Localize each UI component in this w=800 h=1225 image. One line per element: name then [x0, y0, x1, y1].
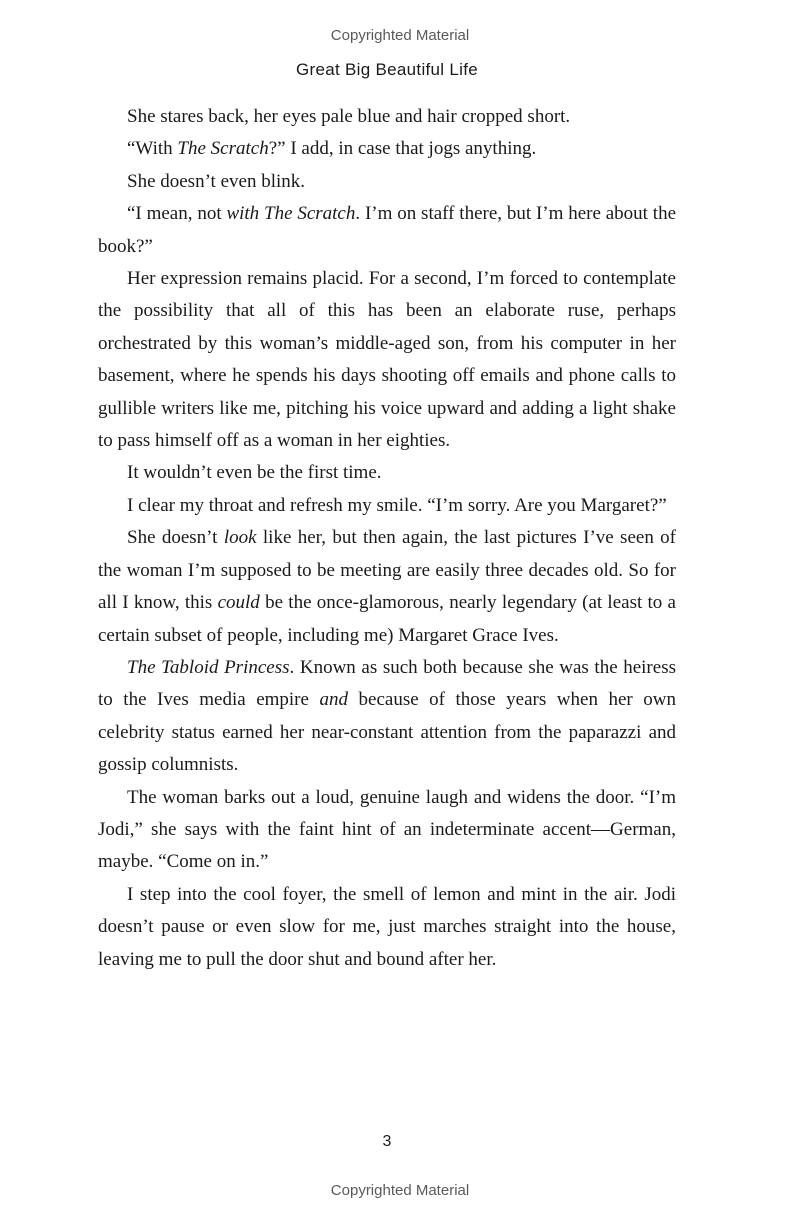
page-number: 3 [382, 1133, 392, 1150]
text-run: She doesn’t [127, 527, 224, 549]
paragraph [98, 652, 676, 782]
text-run: She doesn’t even blink. [127, 170, 306, 192]
italic-text: with The Scratch [226, 203, 356, 225]
text-run: be the once-glamorous, nearly legendary (at least to a certain subset of people, including me) Margaret Grace Ives. [98, 592, 676, 646]
italic-text: and [319, 689, 348, 711]
text-run: It wouldn’t even be the first time. [127, 462, 382, 484]
text-run: “With [127, 138, 178, 160]
copyright-notice-top: Copyrighted Material [330, 27, 470, 44]
paragraph [98, 490, 676, 522]
paragraph [98, 133, 676, 165]
paragraph [98, 101, 676, 133]
text-run: Her expression remains placid. For a second, I’m forced to contemplate the possibility that all of this has been an elaborate ruse, perhaps orchestrated by this woman’s middle-aged son, from his computer in her basement, where he spends his days shooting off emails and phone calls to gullible writers like me, pitching his voice upward and adding a light shake to pass himself off as a woman in her eighties. [98, 268, 676, 452]
text-run: . I’m on staff there, but I’m here about the book?” [98, 203, 676, 257]
paragraph [98, 166, 676, 198]
italic-text: The Scratch [177, 138, 269, 160]
text-run: . Known as such both because she was the heiress to the Ives media empire [98, 656, 676, 711]
paragraph [98, 457, 676, 489]
paragraph [98, 198, 676, 263]
text-run: like her, but then again, the last pictures I’ve seen of the woman I’m supposed to be meeting are easily three decades old. So for all I know, this [98, 527, 677, 614]
running-head-title: Great Big Beautiful Life [295, 60, 479, 79]
paragraph [98, 522, 676, 652]
italic-text: could [217, 592, 260, 614]
copyright-notice-bottom: Copyrighted Material [330, 1182, 470, 1199]
text-run: “I mean, not [127, 203, 227, 225]
text-run: because of those years when her own celebrity status earned her near-constant attention from the paparazzi and gossip columnists. [98, 689, 676, 776]
text-run: The woman barks out a loud, genuine laugh and widens the door. “I’m Jodi,” she says with the faint hint of an indeterminate accent—German, maybe. “Come on in.” [98, 786, 676, 873]
paragraph [98, 879, 676, 976]
text-run: I step into the cool foyer, the smell of lemon and mint in the air. Jodi doesn’t pause or even slow for me, just marches straight into the house, leaving me to pull the door shut and bound after her. [98, 883, 676, 970]
italic-text: look [223, 527, 257, 549]
italic-text: The Tabloid Princess [127, 656, 290, 678]
body-text [98, 101, 676, 976]
text-run: I clear my throat and refresh my smile. “I’m sorry. Are you Margaret?” [127, 494, 667, 516]
text-run: ?” I add, in case that jogs anything. [268, 138, 537, 160]
paragraph [98, 263, 676, 457]
paragraph [98, 782, 676, 879]
text-run: She stares back, her eyes pale blue and hair cropped short. [127, 106, 571, 127]
